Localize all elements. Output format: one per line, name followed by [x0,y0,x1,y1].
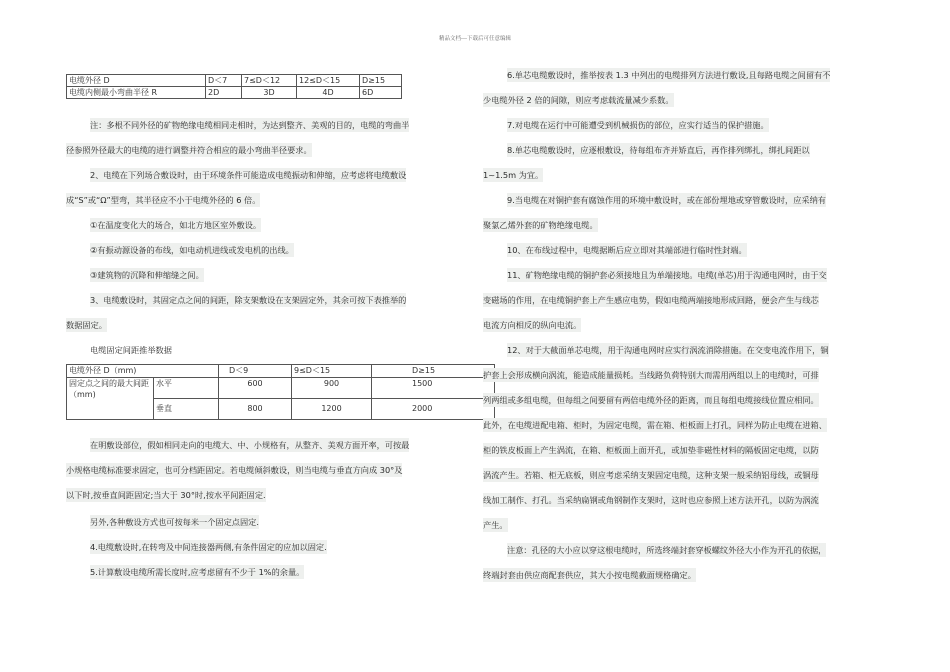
table-cell: 9≤D＜15 [292,365,372,378]
paragraph-line: 10、在布线过程中，电缆据断后应立即对其端部进行临时性封端。 [507,245,747,255]
paragraph-line: 8.单芯电缆敷设时，应逐根敷设，待每组布齐并矫直后，再作排列绑扎，绑扎间距以 [507,145,810,155]
table-row [67,378,495,399]
paragraph-line: 注意：孔径的大小应以穿这根电缆时，所选终端封套穿板螺纹外径大小作为开孔的依据， [507,545,827,555]
paragraph-line: 少电缆外径 2 倍的间隙，则应考虑载流量减少系数。 [483,95,674,105]
table-cell [67,378,154,420]
table-row [67,87,402,99]
paragraph-line: 列两组或多组电缆，但每组之间要留有两倍电缆外径的距离，而且每组电缆接线位置应相同。 [483,395,819,405]
table-cell: D＜9 [219,365,292,378]
paragraph-line: 涡流产生。若箱、柜无底板，则应考虑采纳支架固定电缆，这种支架一般采纳铝母线，或铜母 [483,470,819,480]
table-cell: D≥15 [360,75,402,87]
fixing-spacing-table [66,364,495,420]
table-cell: 4D [297,87,360,99]
paragraph-line: 11、矿物绝缘电缆的铜护套必须接地且为单端接地。电缆(单芯)用于沟通电网时，由于交 [507,270,827,280]
paragraph-line: 7.对电缆在运行中可能遭受到机械损伤的部位，应实行适当的保护措施。 [507,120,769,130]
table-cell: 电缆内侧最小弯曲半径 R [67,87,206,99]
paragraph-line: 以下时,按垂直间距固定;当大于 30°时,按水平间距固定. [66,490,266,500]
paragraph-line: 9.当电缆在对铜护套有腐蚀作用的环境中敷设时，或在部份埋地或穿管敷设时，应采纳有 [507,195,826,205]
table-cell: 900 [292,378,372,399]
table-caption: 电缆固定间距推举数据 [90,345,172,355]
paragraph-line: 线加工制作、打孔。当采纳扁钢或角钢制作支架时，这时也应参照上述方法开孔，以防为涡流 [483,495,819,505]
paragraph-line: ②有振动源设备的布线，如电动机进线或发电机的出线。 [90,245,294,255]
table-cell: 2000 [372,399,495,420]
table-cell: 3D [242,87,297,99]
paragraph-line: ③建筑物的沉降和伸缩缝之间。 [90,270,204,280]
row-unit: （mm) [69,390,96,399]
paragraph-line: 4.电缆敷设时,在转弯及中间连接器两侧,有条件固定的应加以固定. [90,542,327,552]
table-cell: 800 [219,399,292,420]
paragraph-line: 1~1.5m 为宜。 [483,170,544,180]
table-cell: 1200 [292,399,372,420]
table-cell: 电缆外径 D [67,75,206,87]
paragraph-line: 小规格电缆标准要求固定，也可分档距固定。若电缆倾斜敷设，则当电缆与垂直方向成 30°及 [66,465,403,475]
paragraph-line: 护套上会形成横向涡流，能造成能量损耗。当线路负荷特别大而需用两组以上的电缆时，可排 [483,370,819,380]
row-label: 固定点之间的最大间距 [69,379,149,388]
paragraph-line: 另外,各种敷设方式也可按每米一个固定点固定. [90,517,259,527]
paragraph-line: 径参照外径最大的电缆的进行调整并符合相应的最小弯曲半径要求。 [66,145,312,155]
table-cell: 7≤D＜12 [242,75,297,87]
paragraph-line: 注：多根不同外径的矿物绝缘电缆相同走相时，为达到整齐、美观的目的，电缆的弯曲半 [90,120,410,130]
table-cell: D≥15 [372,365,495,378]
table-cell: 电缆外径 D（mm) [67,365,219,378]
table-cell: 垂直 [154,399,219,420]
paragraph-line: 3、电缆敷设时，其固定点之间的间距，除支架敷设在支架固定外，其余可按下表推举的 [90,295,407,305]
table-cell: 600 [219,378,292,399]
paragraph-line: 柜的铁皮板面上产生涡流，在箱、柜板面上面开孔，或加垫非磁性材料的隔板固定电缆，以防 [483,445,819,455]
table-cell: 水平 [154,378,219,399]
paragraph-line: ①在温度变化大的场合，如北方地区室外敷设。 [90,220,262,230]
paragraph-line: 变磁场的作用，在电缆铜护套上产生感应电势，假如电缆两端接地形成回路，便会产生与线芯 [483,295,819,305]
paragraph-line: 在明敷设部位，假如相同走向的电缆大、中、小规格有，从整齐、美观方面开率，可按最 [90,440,410,450]
paragraph-line: 聚氯乙烯外套的矿物绝缘电缆。 [483,220,598,230]
table-cell: 6D [360,87,402,99]
paragraph-line: 12、对于大截面单芯电缆，用于沟通电网时应实行涡流消除措施。在交变电流作用下，铜 [507,345,829,355]
paragraph-line: 数据固定。 [66,320,107,330]
paragraph-line: 此外，在电缆进配电箱、柜时，为固定电缆，需在箱、柜板面上打孔，同样为防止电缆在进箱、 [483,420,827,430]
paragraph-line: 2、电缆在下列场合敷设时，由于环境条件可能造成电缆振动和伸缩，应考虑将电缆敷设 [90,170,407,180]
paragraph-line: 成“S”或“Ω”型弯，其半径应不小于电缆外径的 6 倍。 [66,195,261,205]
page-header: 精品文档---下载后可任意编辑 [439,36,511,42]
table-cell: 1500 [372,378,495,399]
table-row [67,75,402,87]
table-row [67,365,495,378]
bend-radius-table [66,74,402,99]
table-cell: 2D [206,87,242,99]
table-cell: 12≤D＜15 [297,75,360,87]
paragraph-line: 产生。 [483,520,508,530]
paragraph-line: 6.单芯电缆敷设时，推举按表 1.3 中列出的电缆排列方法进行敷设,且每路电缆之间留有不 [507,70,831,80]
paragraph-line: 电流方向相反的纵向电流。 [483,320,582,330]
paragraph-line: 终端封套由供应商配套供应，其大小按电缆截面规格确定。 [483,570,696,580]
table-cell: D＜7 [206,75,242,87]
paragraph-line: 5.计算敷设电缆所需长度时,应考虑留有不少于 1%的余量。 [90,567,305,577]
